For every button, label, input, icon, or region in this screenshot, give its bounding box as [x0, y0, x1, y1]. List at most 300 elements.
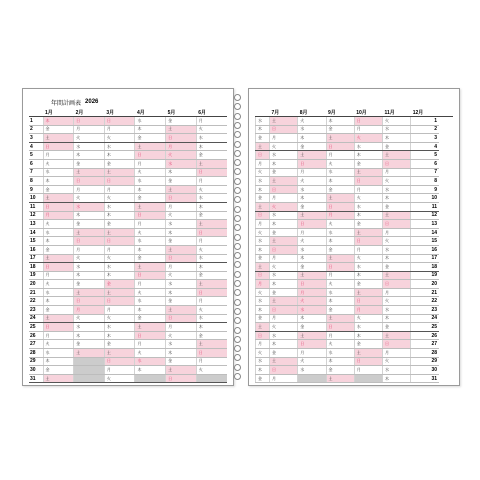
- day-cell[interactable]: 金: [74, 280, 105, 289]
- day-cell[interactable]: 水: [270, 331, 298, 340]
- day-cell[interactable]: 水: [43, 288, 74, 297]
- day-cell[interactable]: 火: [166, 151, 197, 160]
- day-cell[interactable]: 木: [270, 159, 298, 168]
- day-cell[interactable]: 日: [354, 117, 382, 126]
- day-cell[interactable]: 月: [298, 288, 326, 297]
- day-cell[interactable]: 金: [298, 323, 326, 332]
- day-cell[interactable]: 土: [135, 323, 166, 332]
- day-cell[interactable]: 日: [135, 211, 166, 220]
- day-cell[interactable]: 日: [166, 194, 197, 203]
- day-cell[interactable]: 土: [166, 306, 197, 315]
- day-cell[interactable]: 金: [43, 245, 74, 254]
- day-cell[interactable]: 日: [270, 185, 298, 194]
- day-cell[interactable]: 土: [74, 228, 105, 237]
- day-cell[interactable]: 金: [43, 185, 74, 194]
- day-cell[interactable]: 金: [104, 280, 135, 289]
- day-cell[interactable]: 金: [74, 220, 105, 229]
- day-cell[interactable]: 木: [326, 237, 354, 246]
- day-cell[interactable]: 木: [298, 194, 326, 203]
- day-cell[interactable]: 木: [74, 151, 105, 160]
- day-cell[interactable]: [298, 374, 326, 383]
- day-cell[interactable]: 木: [43, 297, 74, 306]
- day-cell[interactable]: 火: [74, 254, 105, 263]
- day-cell[interactable]: 水: [298, 185, 326, 194]
- day-cell[interactable]: 金: [354, 340, 382, 349]
- day-cell[interactable]: [196, 374, 227, 383]
- day-cell[interactable]: 月: [354, 245, 382, 254]
- day-cell[interactable]: 土: [298, 151, 326, 160]
- day-cell[interactable]: 土: [354, 288, 382, 297]
- day-cell[interactable]: 水: [298, 366, 326, 375]
- day-cell[interactable]: 火: [354, 134, 382, 143]
- day-cell[interactable]: 日: [383, 220, 411, 229]
- day-cell[interactable]: 水: [326, 349, 354, 358]
- day-cell[interactable]: 木: [354, 271, 382, 280]
- day-cell[interactable]: 水: [354, 142, 382, 151]
- day-cell[interactable]: 土: [326, 254, 354, 263]
- day-cell[interactable]: 日: [104, 297, 135, 306]
- day-cell[interactable]: 金: [256, 194, 270, 203]
- day-cell[interactable]: 木: [43, 237, 74, 246]
- day-cell[interactable]: 木: [256, 185, 270, 194]
- day-cell[interactable]: [74, 374, 105, 383]
- day-cell[interactable]: 木: [196, 142, 227, 151]
- day-cell[interactable]: 月: [74, 185, 105, 194]
- day-cell[interactable]: 日: [383, 159, 411, 168]
- day-cell[interactable]: 日: [43, 202, 74, 211]
- day-cell[interactable]: 土: [196, 159, 227, 168]
- day-cell[interactable]: 水: [354, 263, 382, 272]
- day-cell[interactable]: 木: [354, 151, 382, 160]
- day-cell[interactable]: 日: [326, 142, 354, 151]
- day-cell[interactable]: 金: [326, 366, 354, 375]
- day-cell[interactable]: 木: [135, 245, 166, 254]
- day-cell[interactable]: 日: [256, 271, 270, 280]
- day-cell[interactable]: 水: [270, 151, 298, 160]
- day-cell[interactable]: 土: [383, 151, 411, 160]
- day-cell[interactable]: 木: [135, 185, 166, 194]
- day-cell[interactable]: 土: [383, 331, 411, 340]
- day-cell[interactable]: 日: [270, 306, 298, 315]
- day-cell[interactable]: 火: [354, 314, 382, 323]
- day-cell[interactable]: 金: [383, 202, 411, 211]
- day-cell[interactable]: 金: [74, 159, 105, 168]
- day-cell[interactable]: 水: [135, 297, 166, 306]
- day-cell[interactable]: 火: [166, 211, 197, 220]
- day-cell[interactable]: 日: [256, 151, 270, 160]
- day-cell[interactable]: 木: [270, 340, 298, 349]
- day-cell[interactable]: 火: [256, 168, 270, 177]
- day-cell[interactable]: 木: [43, 357, 74, 366]
- day-cell[interactable]: 金: [166, 357, 197, 366]
- day-cell[interactable]: 日: [354, 357, 382, 366]
- day-cell[interactable]: 土: [166, 185, 197, 194]
- day-cell[interactable]: 月: [104, 125, 135, 134]
- day-cell[interactable]: 月: [354, 366, 382, 375]
- day-cell[interactable]: 木: [383, 314, 411, 323]
- day-cell[interactable]: 日: [166, 374, 197, 383]
- day-cell[interactable]: 金: [104, 220, 135, 229]
- day-cell[interactable]: 金: [256, 374, 270, 383]
- day-cell[interactable]: 金: [43, 366, 74, 375]
- day-cell[interactable]: 火: [383, 237, 411, 246]
- day-cell[interactable]: 月: [298, 168, 326, 177]
- day-cell[interactable]: 土: [326, 194, 354, 203]
- day-cell[interactable]: 月: [196, 357, 227, 366]
- day-cell[interactable]: 木: [354, 331, 382, 340]
- day-cell[interactable]: 木: [298, 134, 326, 143]
- day-cell[interactable]: 日: [104, 117, 135, 126]
- day-cell[interactable]: 火: [326, 159, 354, 168]
- day-cell[interactable]: 木: [383, 374, 411, 383]
- day-cell[interactable]: 水: [196, 194, 227, 203]
- day-cell[interactable]: 月: [135, 220, 166, 229]
- day-cell[interactable]: [74, 357, 105, 366]
- day-cell[interactable]: 月: [383, 168, 411, 177]
- day-cell[interactable]: 火: [43, 340, 74, 349]
- day-cell[interactable]: 火: [354, 254, 382, 263]
- day-cell[interactable]: 土: [298, 211, 326, 220]
- day-cell[interactable]: 木: [104, 331, 135, 340]
- day-cell[interactable]: 火: [104, 194, 135, 203]
- day-cell[interactable]: 土: [135, 202, 166, 211]
- day-cell[interactable]: 火: [104, 374, 135, 383]
- day-cell[interactable]: 月: [256, 280, 270, 289]
- day-cell[interactable]: 水: [104, 323, 135, 332]
- day-cell[interactable]: 木: [256, 306, 270, 315]
- day-cell[interactable]: 土: [104, 288, 135, 297]
- day-cell[interactable]: 日: [104, 237, 135, 246]
- day-cell[interactable]: 土: [354, 228, 382, 237]
- day-cell[interactable]: 金: [196, 151, 227, 160]
- day-cell[interactable]: 土: [326, 314, 354, 323]
- day-cell[interactable]: 月: [383, 288, 411, 297]
- day-cell[interactable]: 月: [298, 349, 326, 358]
- day-cell[interactable]: 水: [256, 357, 270, 366]
- day-cell[interactable]: 火: [196, 125, 227, 134]
- day-cell[interactable]: 月: [270, 374, 298, 383]
- day-cell[interactable]: 金: [298, 142, 326, 151]
- day-cell[interactable]: 月: [104, 306, 135, 315]
- day-cell[interactable]: 木: [383, 254, 411, 263]
- day-cell[interactable]: 月: [270, 194, 298, 203]
- day-cell[interactable]: 土: [326, 374, 354, 383]
- day-cell[interactable]: 水: [383, 366, 411, 375]
- day-cell[interactable]: 土: [196, 220, 227, 229]
- day-cell[interactable]: 火: [74, 194, 105, 203]
- day-cell[interactable]: 火: [43, 280, 74, 289]
- day-cell[interactable]: 金: [383, 263, 411, 272]
- day-cell[interactable]: 日: [74, 117, 105, 126]
- day-cell[interactable]: 月: [326, 331, 354, 340]
- day-cell[interactable]: 水: [270, 211, 298, 220]
- day-cell[interactable]: 土: [135, 263, 166, 272]
- day-cell[interactable]: 月: [196, 297, 227, 306]
- day-cell[interactable]: 木: [166, 349, 197, 358]
- day-cell[interactable]: 月: [326, 211, 354, 220]
- day-cell[interactable]: 日: [43, 323, 74, 332]
- day-cell[interactable]: 月: [74, 245, 105, 254]
- day-cell[interactable]: 火: [74, 134, 105, 143]
- day-cell[interactable]: 土: [43, 134, 74, 143]
- day-cell[interactable]: 月: [166, 142, 197, 151]
- day-cell[interactable]: 月: [104, 245, 135, 254]
- day-cell[interactable]: 金: [256, 134, 270, 143]
- day-cell[interactable]: 水: [135, 357, 166, 366]
- day-cell[interactable]: 金: [104, 159, 135, 168]
- day-cell[interactable]: 月: [354, 185, 382, 194]
- day-cell[interactable]: 火: [135, 288, 166, 297]
- day-cell[interactable]: 金: [135, 134, 166, 143]
- day-cell[interactable]: 日: [74, 177, 105, 186]
- day-cell[interactable]: 水: [166, 159, 197, 168]
- day-cell[interactable]: 火: [326, 280, 354, 289]
- day-cell[interactable]: 土: [104, 168, 135, 177]
- day-cell[interactable]: 月: [383, 228, 411, 237]
- day-cell[interactable]: [135, 374, 166, 383]
- day-cell[interactable]: 土: [270, 237, 298, 246]
- day-cell[interactable]: 火: [196, 245, 227, 254]
- day-cell[interactable]: 土: [256, 142, 270, 151]
- day-cell[interactable]: 日: [196, 349, 227, 358]
- day-cell[interactable]: 木: [104, 271, 135, 280]
- day-cell[interactable]: 水: [354, 323, 382, 332]
- day-cell[interactable]: 水: [135, 117, 166, 126]
- day-cell[interactable]: 水: [383, 306, 411, 315]
- day-cell[interactable]: 火: [135, 349, 166, 358]
- day-cell[interactable]: 月: [43, 151, 74, 160]
- day-cell[interactable]: 金: [298, 202, 326, 211]
- day-cell[interactable]: 日: [383, 280, 411, 289]
- day-cell[interactable]: 水: [166, 340, 197, 349]
- day-cell[interactable]: 金: [135, 194, 166, 203]
- day-cell[interactable]: 水: [256, 117, 270, 126]
- day-cell[interactable]: 水: [74, 142, 105, 151]
- day-cell[interactable]: 日: [298, 340, 326, 349]
- day-cell[interactable]: 月: [166, 263, 197, 272]
- day-cell[interactable]: 水: [166, 220, 197, 229]
- day-cell[interactable]: 水: [298, 306, 326, 315]
- day-cell[interactable]: 金: [326, 306, 354, 315]
- day-cell[interactable]: 土: [326, 134, 354, 143]
- day-cell[interactable]: 土: [74, 349, 105, 358]
- day-cell[interactable]: 木: [326, 177, 354, 186]
- day-cell[interactable]: 月: [74, 306, 105, 315]
- day-cell[interactable]: 金: [135, 254, 166, 263]
- day-cell[interactable]: 木: [166, 228, 197, 237]
- day-cell[interactable]: 月: [43, 211, 74, 220]
- day-cell[interactable]: 土: [166, 245, 197, 254]
- day-cell[interactable]: 月: [270, 254, 298, 263]
- day-cell[interactable]: 土: [256, 202, 270, 211]
- day-cell[interactable]: 土: [256, 263, 270, 272]
- day-cell[interactable]: 土: [166, 366, 197, 375]
- day-cell[interactable]: 月: [74, 125, 105, 134]
- day-cell[interactable]: 木: [326, 357, 354, 366]
- day-cell[interactable]: 日: [196, 228, 227, 237]
- day-cell[interactable]: 土: [354, 168, 382, 177]
- day-cell[interactable]: 火: [74, 314, 105, 323]
- day-cell[interactable]: 日: [270, 125, 298, 134]
- day-cell[interactable]: 金: [256, 254, 270, 263]
- day-cell[interactable]: 火: [256, 228, 270, 237]
- day-cell[interactable]: 日: [383, 340, 411, 349]
- day-cell[interactable]: 木: [270, 280, 298, 289]
- day-cell[interactable]: 火: [326, 340, 354, 349]
- day-cell[interactable]: 木: [74, 331, 105, 340]
- day-cell[interactable]: 水: [256, 297, 270, 306]
- day-cell[interactable]: 水: [104, 202, 135, 211]
- day-cell[interactable]: 月: [196, 237, 227, 246]
- day-cell[interactable]: 土: [270, 117, 298, 126]
- day-cell[interactable]: 金: [383, 142, 411, 151]
- day-cell[interactable]: 火: [196, 366, 227, 375]
- day-cell[interactable]: 日: [270, 366, 298, 375]
- day-cell[interactable]: 火: [104, 314, 135, 323]
- day-cell[interactable]: 火: [298, 177, 326, 186]
- day-cell[interactable]: 火: [298, 237, 326, 246]
- day-cell[interactable]: 木: [135, 366, 166, 375]
- day-cell[interactable]: 土: [383, 271, 411, 280]
- day-cell[interactable]: 日: [354, 237, 382, 246]
- day-cell[interactable]: 火: [104, 134, 135, 143]
- day-cell[interactable]: 木: [104, 151, 135, 160]
- day-cell[interactable]: 金: [270, 168, 298, 177]
- day-cell[interactable]: 金: [166, 237, 197, 246]
- day-cell[interactable]: 月: [354, 306, 382, 315]
- day-cell[interactable]: 日: [270, 245, 298, 254]
- day-cell[interactable]: 土: [256, 323, 270, 332]
- day-cell[interactable]: 金: [354, 220, 382, 229]
- day-cell[interactable]: 火: [383, 117, 411, 126]
- day-cell[interactable]: 木: [104, 211, 135, 220]
- day-cell[interactable]: 金: [270, 228, 298, 237]
- day-cell[interactable]: 木: [270, 220, 298, 229]
- day-cell[interactable]: 日: [43, 263, 74, 272]
- day-cell[interactable]: 月: [166, 202, 197, 211]
- day-cell[interactable]: 日: [326, 323, 354, 332]
- day-cell[interactable]: 日: [166, 134, 197, 143]
- day-cell[interactable]: 金: [43, 306, 74, 315]
- day-cell[interactable]: 金: [326, 185, 354, 194]
- day-cell[interactable]: 木: [326, 117, 354, 126]
- day-cell[interactable]: 水: [135, 177, 166, 186]
- day-cell[interactable]: 火: [196, 185, 227, 194]
- day-cell[interactable]: 金: [256, 314, 270, 323]
- day-cell[interactable]: 日: [166, 314, 197, 323]
- day-cell[interactable]: 金: [166, 297, 197, 306]
- day-cell[interactable]: 火: [104, 254, 135, 263]
- day-cell[interactable]: 土: [166, 125, 197, 134]
- day-cell[interactable]: 水: [104, 142, 135, 151]
- day-cell[interactable]: 土: [43, 194, 74, 203]
- day-cell[interactable]: 水: [256, 237, 270, 246]
- day-cell[interactable]: 日: [74, 297, 105, 306]
- day-cell[interactable]: 土: [196, 340, 227, 349]
- day-cell[interactable]: 火: [270, 263, 298, 272]
- day-cell[interactable]: 金: [74, 340, 105, 349]
- day-cell[interactable]: 月: [326, 151, 354, 160]
- day-cell[interactable]: 日: [196, 288, 227, 297]
- day-cell[interactable]: 土: [196, 280, 227, 289]
- day-cell[interactable]: 水: [166, 280, 197, 289]
- day-cell[interactable]: 水: [383, 125, 411, 134]
- day-cell[interactable]: 月: [135, 280, 166, 289]
- day-cell[interactable]: 月: [326, 271, 354, 280]
- day-cell[interactable]: 木: [256, 125, 270, 134]
- day-cell[interactable]: 木: [135, 306, 166, 315]
- day-cell[interactable]: 水: [354, 202, 382, 211]
- day-cell[interactable]: 月: [354, 125, 382, 134]
- day-cell[interactable]: 土: [270, 177, 298, 186]
- day-cell[interactable]: 水: [74, 263, 105, 272]
- day-cell[interactable]: 木: [43, 177, 74, 186]
- day-cell[interactable]: 日: [43, 142, 74, 151]
- day-cell[interactable]: 火: [298, 357, 326, 366]
- day-cell[interactable]: 日: [104, 357, 135, 366]
- day-cell[interactable]: 土: [298, 271, 326, 280]
- day-cell[interactable]: 月: [256, 220, 270, 229]
- day-cell[interactable]: 月: [196, 177, 227, 186]
- day-cell[interactable]: 月: [43, 331, 74, 340]
- day-cell[interactable]: 日: [166, 254, 197, 263]
- day-cell[interactable]: 日: [256, 331, 270, 340]
- day-cell[interactable]: 火: [43, 220, 74, 229]
- day-cell[interactable]: 火: [270, 323, 298, 332]
- day-cell[interactable]: 火: [135, 228, 166, 237]
- day-cell[interactable]: 火: [270, 142, 298, 151]
- day-cell[interactable]: 土: [354, 349, 382, 358]
- day-cell[interactable]: 水: [196, 134, 227, 143]
- day-cell[interactable]: 水: [74, 202, 105, 211]
- day-cell[interactable]: [354, 374, 382, 383]
- day-cell[interactable]: 月: [270, 134, 298, 143]
- day-cell[interactable]: 水: [43, 168, 74, 177]
- day-cell[interactable]: 金: [326, 125, 354, 134]
- day-cell[interactable]: 金: [298, 263, 326, 272]
- day-cell[interactable]: 月: [135, 159, 166, 168]
- day-cell[interactable]: 火: [43, 159, 74, 168]
- day-cell[interactable]: 金: [270, 288, 298, 297]
- day-cell[interactable]: 金: [166, 117, 197, 126]
- day-cell[interactable]: 火: [383, 297, 411, 306]
- day-cell[interactable]: 土: [298, 331, 326, 340]
- day-cell[interactable]: 水: [326, 168, 354, 177]
- day-cell[interactable]: 日: [298, 220, 326, 229]
- day-cell[interactable]: 金: [166, 177, 197, 186]
- day-cell[interactable]: 木: [298, 254, 326, 263]
- day-cell[interactable]: 月: [135, 340, 166, 349]
- day-cell[interactable]: 水: [383, 185, 411, 194]
- day-cell[interactable]: 木: [354, 211, 382, 220]
- day-cell[interactable]: 木: [166, 288, 197, 297]
- day-cell[interactable]: 日: [135, 271, 166, 280]
- day-cell[interactable]: 木: [196, 263, 227, 272]
- day-cell[interactable]: 水: [298, 245, 326, 254]
- day-cell[interactable]: 金: [104, 340, 135, 349]
- day-cell[interactable]: 日: [326, 202, 354, 211]
- day-cell[interactable]: 月: [104, 366, 135, 375]
- day-cell[interactable]: 木: [256, 366, 270, 375]
- day-cell[interactable]: 木: [326, 297, 354, 306]
- day-cell[interactable]: 土: [74, 168, 105, 177]
- day-cell[interactable]: 月: [256, 340, 270, 349]
- day-cell[interactable]: 日: [298, 280, 326, 289]
- day-cell[interactable]: 日: [196, 168, 227, 177]
- day-cell[interactable]: 土: [104, 349, 135, 358]
- day-cell[interactable]: 火: [135, 168, 166, 177]
- day-cell[interactable]: 土: [383, 211, 411, 220]
